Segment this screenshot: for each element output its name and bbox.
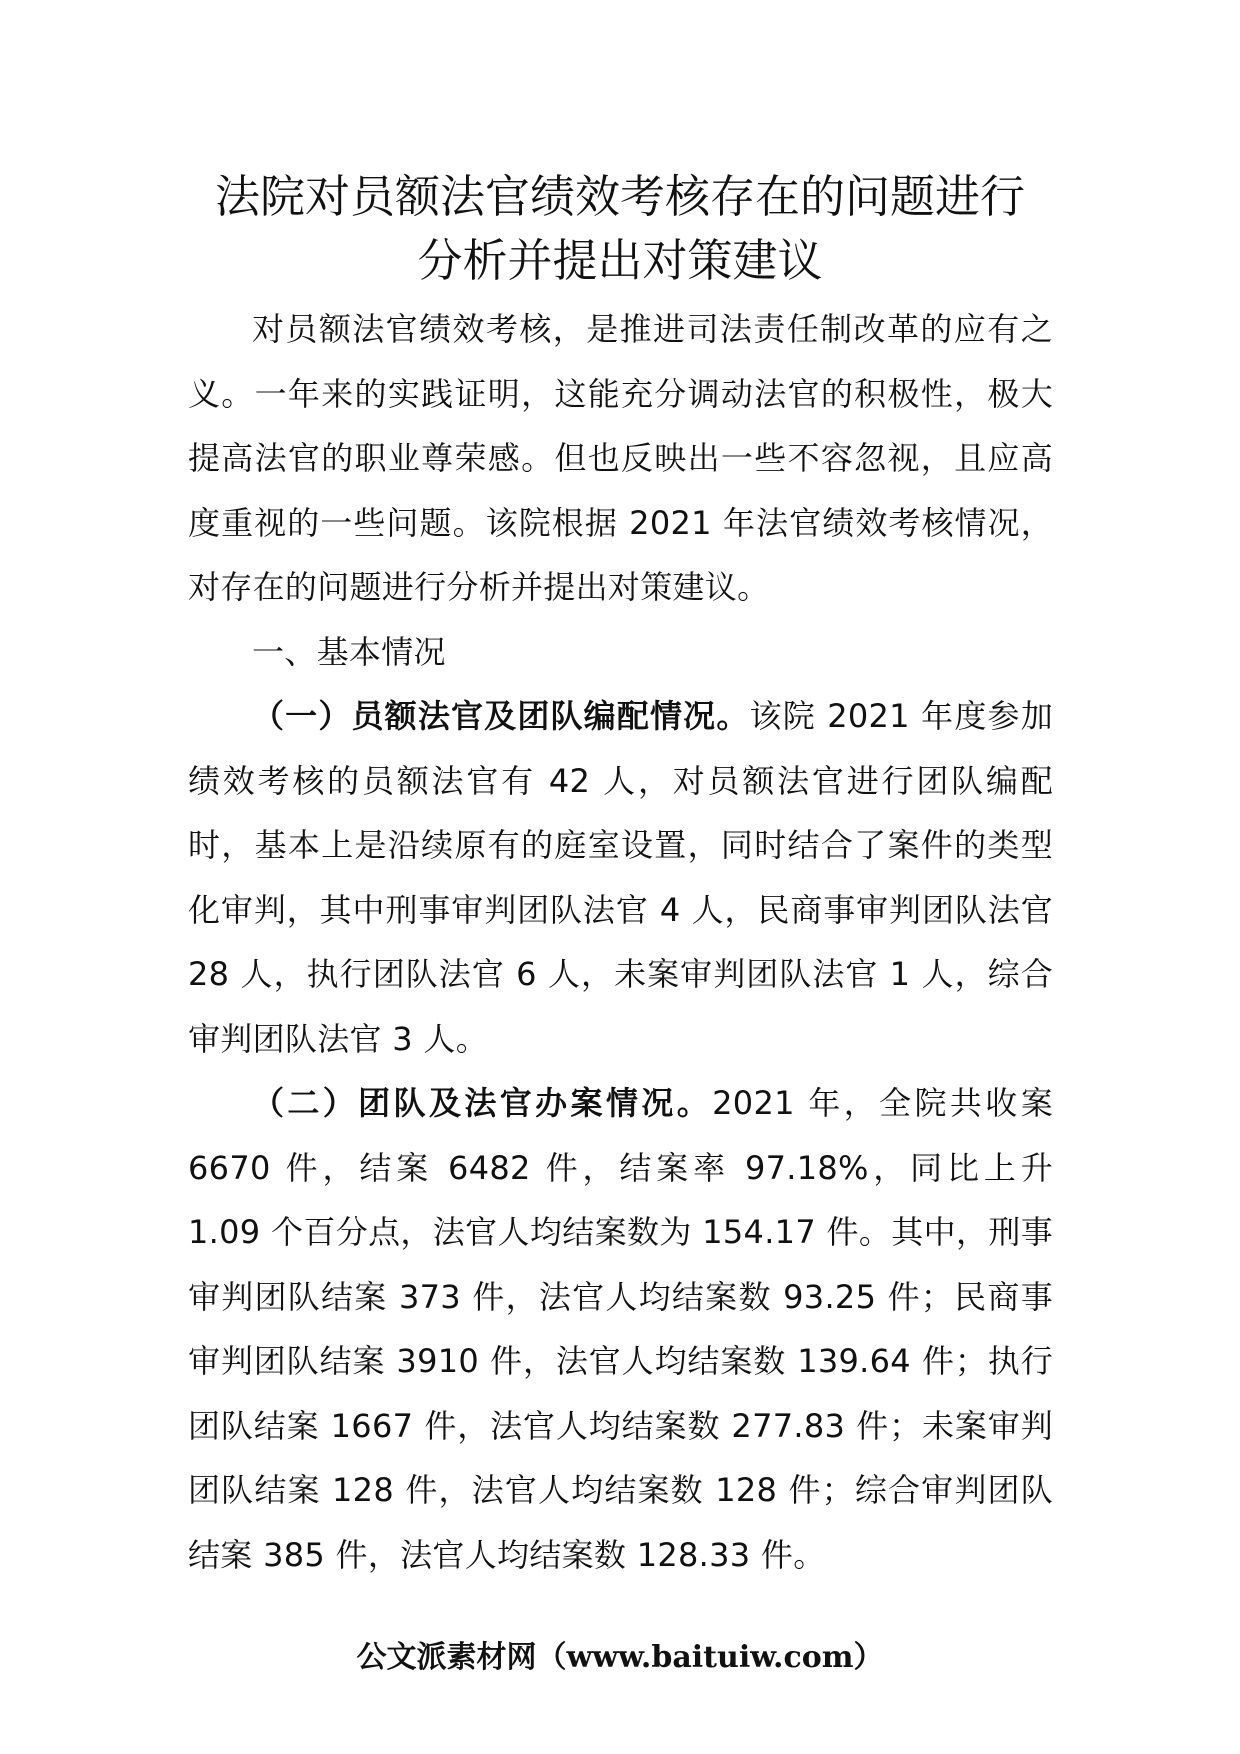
section-heading-text: 一、基本情况 bbox=[252, 632, 446, 671]
document-body bbox=[188, 297, 1053, 1587]
paragraph-text: 该院 2021 年度参加绩效考核的员额法官有 42 人，对员额法官进行团队编配时，基本上是沿续原有的庭室设置，同时结合了案件的类型化审判，其中刑事审判团队法官 4 人，民商事审判团队法官 28 人，执行团队法官 6 人，未案审判团队法官 1 人，综合审判团队法官 3 人。 bbox=[188, 697, 1053, 1058]
document-title bbox=[150, 165, 1090, 293]
page-footer: 公文派素材网（www.baituiw.com） bbox=[356, 1640, 884, 1675]
paragraph-text: 2021 年，全院共收案 6670 件，结案 6482 件，结案率 97.18%，同比上升 1.09 个百分点，法官人均结案数为 154.17 件。其中，刑事审判团队结案 373 件，法官人均结案数 93.25 件；民商事审判团队结案 3910 件，法官人均结案数 139.64 件；执行团队结案 1667 件，法官人均结案数 277.83 件；未案审判团队结案 128 件，法官人均结案数 128 件；综合审判团队结案 385 件，法官人均结案数 128.33 件。 bbox=[188, 1084, 1053, 1574]
subsection-paragraph bbox=[188, 1071, 1053, 1587]
title-line-1: 法院对员额法官绩效考核存在的问题进行 bbox=[214, 170, 1025, 223]
subsection-paragraph bbox=[188, 684, 1053, 1071]
subsection-lead: （二）团队及法官办案情况。 bbox=[252, 1084, 713, 1122]
subsection-lead: （一）员额法官及团队编配情况。 bbox=[252, 697, 750, 735]
section-heading bbox=[188, 620, 1053, 685]
paragraph-text: 对员额法官绩效考核，是推进司法责任制改革的应有之义。一年来的实践证明，这能充分调动法官的积极性，极大提高法官的职业尊荣感。但也反映出一些不容忽视，且应高度重视的一些问题。该院根据 2021 年法官绩效考核情况，对存在的问题进行分析并提出对策建议。 bbox=[188, 310, 1053, 606]
intro-paragraph bbox=[188, 297, 1053, 620]
title-line-2: 分析并提出对策建议 bbox=[417, 234, 823, 287]
